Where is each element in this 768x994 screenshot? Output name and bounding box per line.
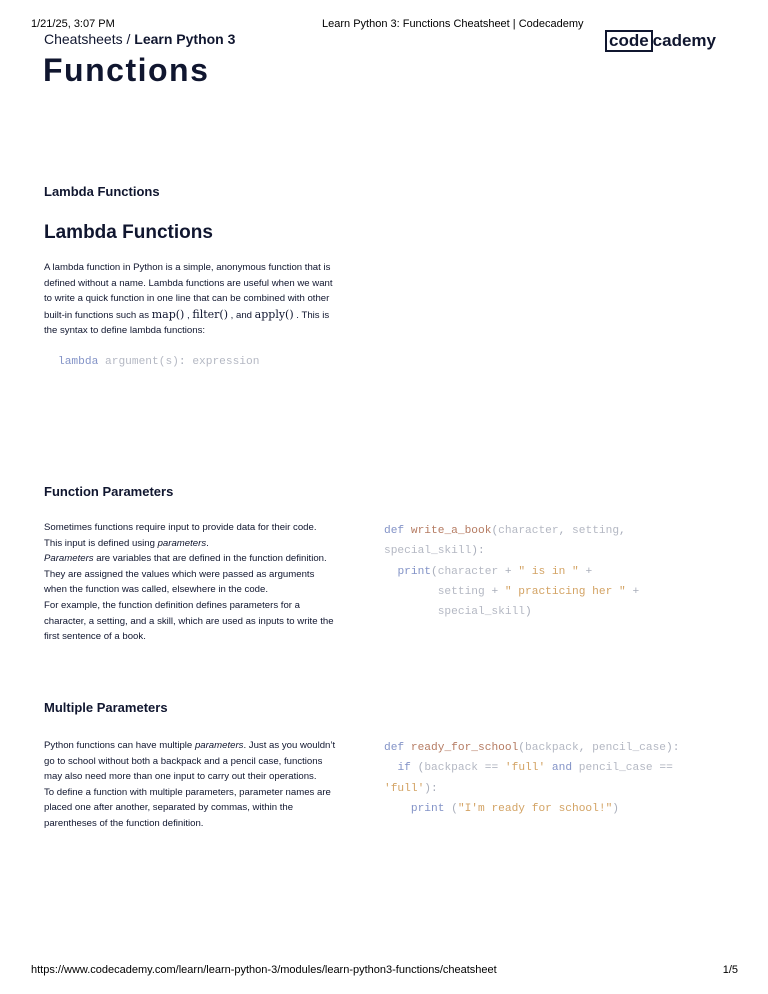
logo-boxed-text: code [605,30,653,52]
breadcrumb [44,31,235,47]
function-parameters-code-block: def write_a_book(character, setting, special_skill): print(character + " is in " + setting + " practicing her " + special_skill) [384,525,640,619]
lambda-subtitle: Lambda Functions [44,222,213,243]
print-url: https://www.codecademy.com/learn/learn-python-3/modules/learn-python3-functions/cheatsheet [31,964,497,976]
lambda-sep-2: , and [228,309,255,321]
page-title: Functions [43,52,210,88]
logo-text: cademy [652,31,716,50]
breadcrumb-cheatsheets-link[interactable]: Cheatsheets [44,31,123,47]
section-heading-multiple-parameters: Multiple Parameters [44,700,168,715]
lambda-text-1: A lambda function in Python is a simple, anonymous function that is defined without a name. Lambda functions are useful when we want to write a quick function in one line that can be combined with other built-in functions such as [44,262,333,321]
print-page-number: 1/5 [722,964,738,976]
multiple-parameters-code-block: def ready_for_school(backpack, pencil_case): if (backpack == 'full' and pencil_case == 'full'): print ("I'm ready for school!") [384,742,680,815]
section-heading-lambda: Lambda Functions [44,184,160,199]
function-parameters-description: Sometimes functions require input to provide data for their code. This input is defined using parameters. Parameters are variables that are defined in the function definition. They are assigned the values which were passed as arguments when the function was called, elsewhere in the code. For example, the function definition defines parameters for a character, a setting, and a skill, which are used as inputs to write the first sentence of a book. [44,522,334,643]
multiple-parameters-description: Python functions can have multiple parameters. Just as you wouldn’t go to school without both a backpack and a pencil case, functions may also need more than one input to carry out their operations. To define a function with multiple parameters, parameter names are placed one after another, separated by commas, within the parentheses of the function definition. [44,740,336,829]
lambda-code-block: lambda argument(s): expression [58,356,260,368]
section-heading-function-parameters: Function Parameters [44,484,174,499]
inline-code-apply: apply() [254,307,294,321]
inline-code-map: map() [151,307,185,321]
print-datetime: 1/21/25, 3:07 PM [31,18,115,30]
breadcrumb-separator: / [126,31,131,47]
codecademy-logo[interactable] [605,30,716,52]
breadcrumb-current[interactable]: Learn Python 3 [134,31,236,47]
lambda-description [44,260,336,339]
inline-code-filter: filter() [192,307,228,321]
print-doc-title: Learn Python 3: Functions Cheatsheet | Codecademy [322,18,584,30]
lambda-sep-1: , [184,309,193,321]
lambda-text-2: . This is the syntax to define lambda functions: [44,309,330,337]
